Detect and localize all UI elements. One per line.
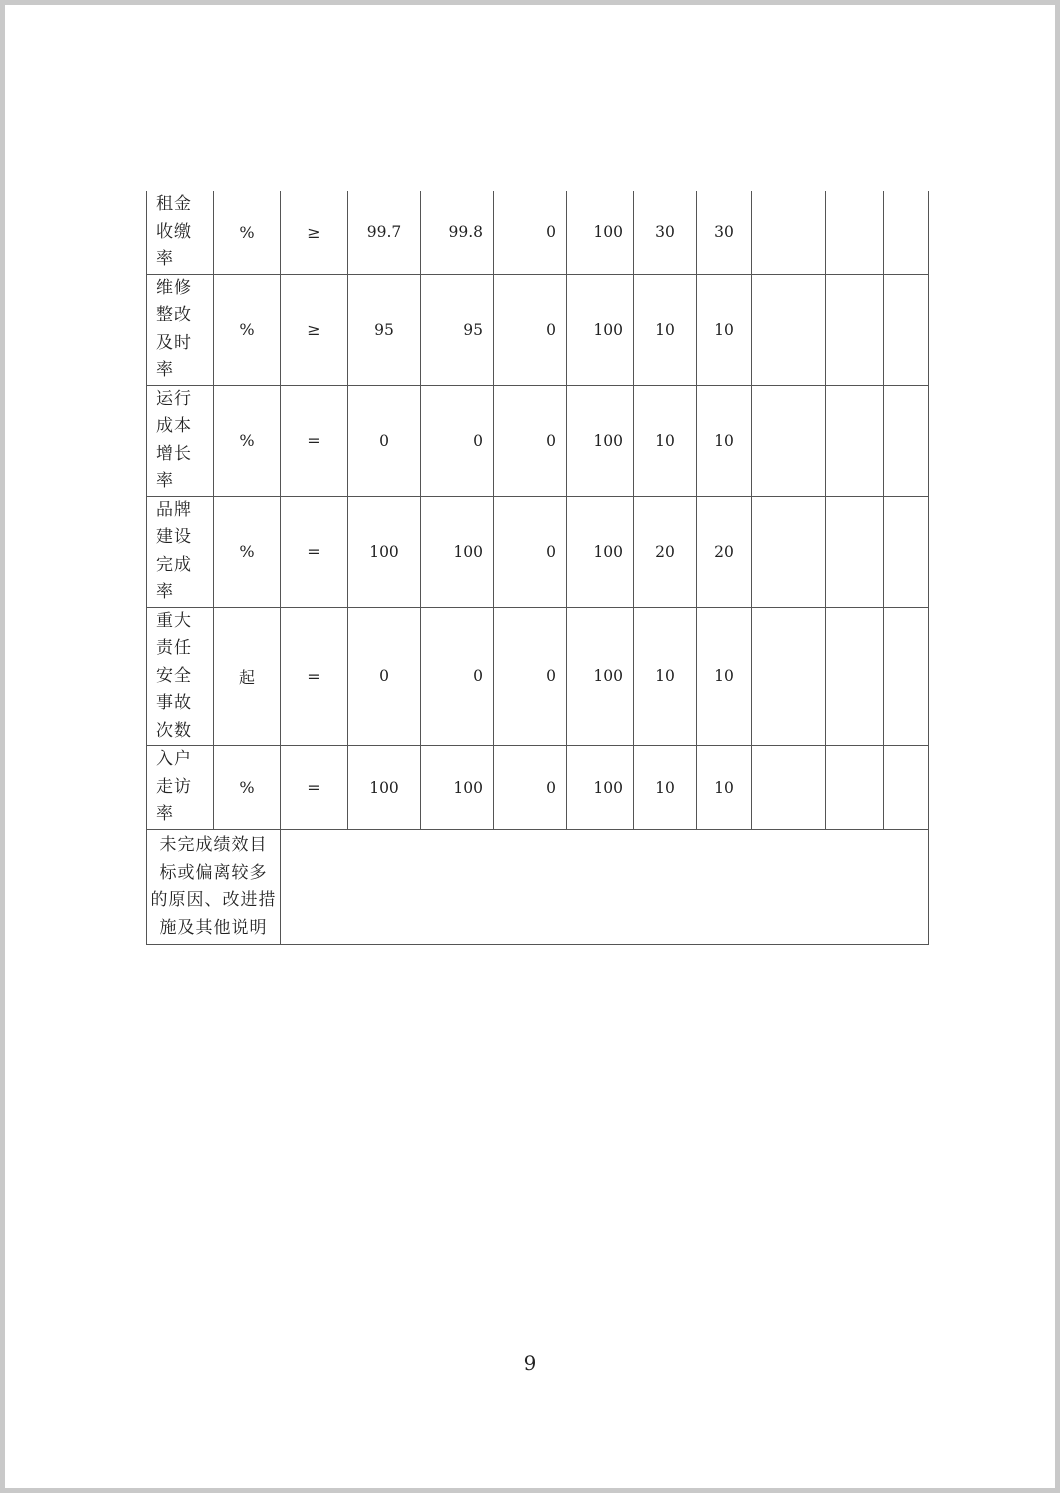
blank-cell: [752, 496, 826, 607]
value-cell-c3: 30: [634, 191, 697, 274]
table-row: [147, 385, 929, 496]
indicator-name-line: 走访: [156, 776, 192, 797]
value-cell-c2: 100: [567, 191, 634, 274]
unit-cell: %: [214, 191, 281, 274]
table-row: [147, 191, 929, 274]
indicator-name-line: 率: [156, 804, 174, 825]
performance-indicator-table: [146, 191, 929, 945]
blank-cell: [884, 496, 929, 607]
blank-cell: [884, 746, 929, 830]
table-row: [147, 496, 929, 607]
indicator-name-cell: [147, 385, 214, 496]
actual-value-cell: 0: [421, 607, 494, 746]
operator-cell: ≥: [281, 274, 348, 385]
note-label-line: 的原因、改进措: [150, 890, 277, 910]
value-cell-c2: 100: [567, 385, 634, 496]
actual-value-cell: 100: [421, 746, 494, 830]
blank-cell: [826, 385, 884, 496]
indicator-name-line: 及时: [156, 332, 192, 353]
table-row: [147, 607, 929, 746]
value-cell-c1: 0: [494, 191, 567, 274]
operator-cell: =: [281, 496, 348, 607]
blank-cell: [826, 496, 884, 607]
value-cell-c2: 100: [567, 496, 634, 607]
indicator-name-line: 品牌: [156, 499, 192, 520]
value-cell-c1: 0: [494, 274, 567, 385]
indicator-name-cell: [147, 607, 214, 746]
actual-value-cell: 99.8: [421, 191, 494, 274]
target-value-cell: 95: [348, 274, 421, 385]
value-cell-c3: 10: [634, 274, 697, 385]
indicator-name-line: 收缴: [156, 221, 192, 242]
blank-cell: [752, 607, 826, 746]
value-cell-c4: 30: [697, 191, 752, 274]
value-cell-c1: 0: [494, 385, 567, 496]
table-body: [147, 191, 929, 945]
indicator-name-cell: [147, 274, 214, 385]
table-row: [147, 746, 929, 830]
blank-cell: [826, 607, 884, 746]
indicator-name-line: 整改: [156, 305, 192, 325]
indicator-name-line: 责任: [156, 638, 192, 658]
note-row: [147, 830, 929, 945]
indicator-name-line: 租金: [156, 194, 192, 214]
indicator-name-line: 事故: [156, 693, 192, 713]
note-label-line: 施及其他说明: [159, 917, 268, 938]
operator-cell: =: [281, 385, 348, 496]
indicator-name-line: 维修: [156, 277, 192, 298]
note-label-line: 标或偏离较多: [159, 862, 268, 883]
operator-cell: =: [281, 746, 348, 830]
note-label-cell: [147, 830, 281, 945]
indicator-name-line: 完成: [156, 554, 192, 575]
actual-value-cell: 95: [421, 274, 494, 385]
blank-cell: [826, 274, 884, 385]
indicator-name-line: 率: [156, 582, 174, 602]
indicator-name-cell: [147, 496, 214, 607]
target-value-cell: 0: [348, 385, 421, 496]
indicator-name-line: 次数: [156, 720, 192, 741]
value-cell-c4: 10: [697, 607, 752, 746]
value-cell-c3: 10: [634, 385, 697, 496]
indicator-name-line: 重大: [156, 610, 192, 631]
unit-cell: %: [214, 274, 281, 385]
blank-cell: [752, 746, 826, 830]
indicator-name-line: 成本: [156, 416, 192, 436]
value-cell-c4: 10: [697, 385, 752, 496]
target-value-cell: 100: [348, 496, 421, 607]
value-cell-c1: 0: [494, 607, 567, 746]
value-cell-c2: 100: [567, 274, 634, 385]
blank-cell: [884, 274, 929, 385]
indicator-name-line: 入户: [156, 749, 192, 770]
unit-cell: %: [214, 385, 281, 496]
target-value-cell: 99.7: [348, 191, 421, 274]
note-content-cell: [281, 830, 929, 945]
value-cell-c3: 10: [634, 746, 697, 830]
unit-cell: 起: [214, 607, 281, 746]
blank-cell: [752, 274, 826, 385]
value-cell-c1: 0: [494, 496, 567, 607]
indicator-name-line: 运行: [156, 388, 192, 409]
indicator-name-line: 建设: [156, 527, 192, 547]
indicator-name-line: 增长: [156, 443, 192, 464]
value-cell-c3: 20: [634, 496, 697, 607]
actual-value-cell: 0: [421, 385, 494, 496]
blank-cell: [752, 191, 826, 274]
page-number: 9: [523, 1351, 537, 1375]
blank-cell: [826, 746, 884, 830]
target-value-cell: 100: [348, 746, 421, 830]
indicator-name-line: 率: [156, 360, 174, 380]
blank-cell: [884, 385, 929, 496]
blank-cell: [752, 385, 826, 496]
blank-cell: [884, 191, 929, 274]
value-cell-c1: 0: [494, 746, 567, 830]
note-label-line: 未完成绩效目: [159, 835, 268, 855]
value-cell-c4: 10: [697, 746, 752, 830]
table-row: [147, 274, 929, 385]
actual-value-cell: 100: [421, 496, 494, 607]
indicator-name-cell: [147, 191, 214, 274]
operator-cell: =: [281, 607, 348, 746]
unit-cell: %: [214, 496, 281, 607]
value-cell-c2: 100: [567, 746, 634, 830]
indicator-name-line: 安全: [156, 665, 192, 686]
target-value-cell: 0: [348, 607, 421, 746]
blank-cell: [826, 191, 884, 274]
indicator-name-cell: [147, 746, 214, 830]
value-cell-c4: 20: [697, 496, 752, 607]
indicator-name-line: 率: [156, 471, 174, 491]
unit-cell: %: [214, 746, 281, 830]
value-cell-c4: 10: [697, 274, 752, 385]
value-cell-c2: 100: [567, 607, 634, 746]
indicator-name-line: 率: [156, 249, 174, 269]
blank-cell: [884, 607, 929, 746]
operator-cell: ≥: [281, 191, 348, 274]
value-cell-c3: 10: [634, 607, 697, 746]
